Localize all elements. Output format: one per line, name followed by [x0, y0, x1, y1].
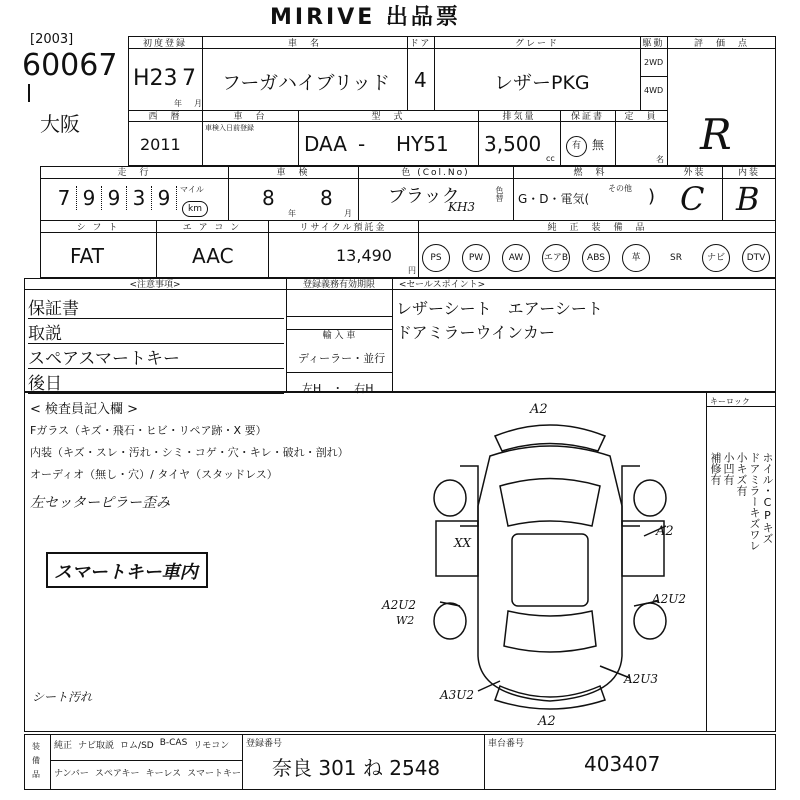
mileage-digit: 9 — [152, 186, 177, 210]
side-note: ホイル・CPキズ — [761, 452, 774, 544]
hdr-first-reg: 初度登録 — [142, 39, 187, 49]
hdr-inspector: < 検査員記入欄 > — [30, 402, 139, 417]
hdr-car-number: 車台番号 — [488, 739, 525, 749]
hdr-plate: 登録番号 — [246, 739, 283, 749]
mark-right-front: A2 — [656, 524, 674, 539]
equipment-item: 革 — [622, 244, 650, 272]
equipment-checkbox: B-CAS — [159, 738, 188, 748]
hdr-capacity: 定 員 — [624, 112, 658, 122]
hdr-color: 色 (Col.No) — [401, 168, 470, 178]
color-value: ブラック — [388, 186, 460, 207]
side-notes — [710, 452, 775, 551]
plate-value: 奈良 301 ね 2548 — [272, 756, 441, 780]
footer-row2 — [54, 766, 241, 779]
equipment-checkbox: キーレス — [145, 769, 182, 779]
hdr-keylock: キーロック — [710, 397, 750, 406]
mileage-digit: 9 — [77, 186, 102, 210]
sales-point: レザーシート エアーシート — [396, 299, 603, 318]
equipment-item: DTV — [742, 244, 770, 272]
score-value: R — [700, 110, 732, 159]
inspector-line: Fガラス（キズ・飛石・ヒビ・リペア跡・X 要） — [30, 424, 267, 437]
hdr-equipment: 純 正 装 備 品 — [547, 223, 647, 233]
fuel-label: 色替 — [495, 186, 504, 202]
hdr-western-year: 西 暦 — [148, 112, 182, 122]
equipment-checkbox: リモコン — [193, 741, 230, 751]
cc-label: cc — [546, 154, 555, 163]
car-roof — [512, 534, 588, 606]
equipment-item: ABS — [582, 244, 610, 272]
shaken-month: 8 — [320, 186, 333, 210]
car-name: フーガハイブリッド — [222, 72, 390, 94]
wheel-fl — [434, 480, 466, 516]
hdr-recycle: リサイクル預託金 — [299, 223, 387, 233]
stamp-mark — [28, 84, 30, 102]
side-note: 小キズ有 — [735, 452, 748, 496]
car-diagram — [400, 396, 710, 732]
hdr-shaken: 車 検 — [276, 168, 310, 178]
hdr-shift: シ フ ト — [76, 223, 120, 233]
dealer-hand: 左H ・ 右H — [302, 382, 374, 395]
note-item: 保証書 — [28, 294, 284, 319]
hdr-interior: 内装 — [737, 168, 760, 178]
hdr-score: 評 価 点 — [693, 39, 749, 49]
mark-xx: XX — [454, 536, 472, 550]
sales-list — [396, 296, 603, 344]
mark-rear-left: A3U2 — [440, 688, 475, 702]
reg-year-label: 年 — [174, 99, 182, 108]
displacement-value: 3,500 — [484, 132, 542, 156]
hdr-exterior: 外装 — [683, 168, 706, 178]
equipment-checkbox: ナンバー — [54, 769, 89, 779]
reg-month: 7 — [182, 66, 196, 91]
reg-month-label: 月 — [194, 99, 202, 108]
side-note: ドアミラーキズワレ — [748, 452, 761, 551]
hdr-fuel: 燃 料 — [573, 168, 607, 178]
warranty-yes: 有 — [566, 133, 587, 157]
equipment-checkbox: ロム/SD — [120, 741, 154, 751]
mileage-unit: km — [182, 196, 208, 217]
equipment-checkbox: スマートキー — [187, 769, 241, 779]
hdr-model-type: 型 式 — [371, 112, 405, 122]
drive-2wd: 2WD — [644, 58, 664, 67]
location: 大阪 — [40, 112, 80, 136]
note-item: スペアスマートキー — [28, 344, 284, 369]
hdr-import: 輸 入 車 — [322, 331, 356, 341]
color-code: KH3 — [448, 200, 476, 214]
mark-bottom: A2 — [538, 714, 556, 729]
hdr-drive: 駆動 — [642, 39, 665, 49]
interior-score: B — [736, 180, 760, 218]
western-year: 2011 — [140, 135, 181, 154]
hdr-displacement: 排気量 — [502, 112, 536, 122]
equipment-checkbox: 純正 — [54, 741, 73, 751]
fuel-close: ) — [648, 186, 656, 207]
sales-point: ドアミラーウインカー — [396, 323, 556, 342]
mark-rear-right: A2U3 — [624, 672, 659, 686]
warranty-no: 無 — [592, 138, 605, 152]
mileage-digit: 3 — [127, 186, 152, 210]
wheel-rr — [634, 603, 666, 639]
inspector-line: 内装（キズ・スレ・汚れ・シミ・コゲ・穴・キレ・破れ・剖れ） — [30, 446, 349, 459]
mark-top: A2 — [530, 402, 548, 417]
car-roof-top — [495, 425, 605, 451]
side-note: 小凹有 — [722, 452, 735, 485]
equipment-item: ナビ — [702, 244, 730, 272]
top-table — [128, 36, 776, 166]
hdr-aircon: エ ア コ ン — [182, 223, 242, 233]
shaken-nen: 年 — [288, 209, 296, 218]
drive-4wd: 4WD — [644, 86, 664, 95]
chassis-note: 車検入日前登録 — [205, 124, 254, 132]
note-item: 後日 — [28, 369, 284, 394]
car-windshield — [500, 479, 600, 527]
form-title: MIRIVE 出品票 — [270, 5, 461, 30]
exterior-score: C — [680, 180, 705, 218]
fender-fr — [622, 466, 640, 526]
recycle-value: 13,490 — [336, 246, 392, 265]
hdr-misc: 装 備 品 — [32, 742, 40, 779]
equipment-item: AW — [502, 244, 530, 272]
shaken-year: 8 — [262, 186, 275, 210]
side-note: 補修有 — [709, 452, 722, 485]
hdr-sales-points: <セールスポイント> — [398, 280, 486, 290]
hdr-notes: <注意事項> — [129, 280, 181, 290]
equipment-checkbox: スペアキー — [94, 769, 140, 779]
year-code: [2003] — [30, 32, 74, 47]
model-prefix: DAA — [304, 132, 347, 156]
inspector-lines — [30, 422, 349, 488]
car-body — [478, 446, 622, 701]
shift-value: FAT — [70, 244, 105, 268]
handwritten-bottom: シート汚れ — [32, 690, 93, 704]
hdr-registration-days: 登録義務有効期限 — [302, 280, 375, 290]
equipment-item: PS — [422, 244, 450, 272]
note-item: 取説 — [28, 319, 284, 344]
hdr-warranty: 保証書 — [570, 112, 604, 122]
equipment-item: PW — [462, 244, 490, 272]
mark-left-mid2: W2 — [396, 614, 415, 627]
equipment-item: エアB — [542, 244, 570, 272]
mark-left-mid: A2U2 — [382, 598, 417, 612]
mileage-unit-top: マイル — [180, 185, 204, 194]
car-rear-bumper — [495, 686, 605, 709]
equipment-item: SR — [670, 253, 682, 263]
equipment-row — [422, 244, 782, 272]
wheel-fr — [634, 480, 666, 516]
hdr-car-name: 車 名 — [287, 39, 321, 49]
mark-right-mid: A2U2 — [652, 592, 687, 606]
model-code: HY51 — [396, 132, 449, 156]
fuel-other: その他 — [608, 184, 632, 193]
recycle-yen: 円 — [408, 266, 416, 275]
mileage-digits — [52, 186, 177, 210]
shaken-tsuki: 月 — [344, 209, 352, 218]
keylock-frame — [706, 392, 776, 732]
notes-list — [28, 294, 284, 394]
handwritten-line1: 左セッターピラー歪み — [30, 495, 170, 511]
doors-value: 4 — [414, 68, 427, 92]
model-dash: - — [358, 132, 366, 156]
mileage-digit: 7 — [52, 186, 77, 210]
lot-number: 60067 — [22, 48, 118, 83]
inspector-line: オーディオ（無し・穴）/ タイヤ（スタッドレス） — [30, 468, 278, 481]
reg-era: H23 — [133, 66, 178, 91]
wheel-rl — [434, 603, 466, 639]
car-number-value: 403407 — [584, 752, 661, 776]
mileage-digit: 9 — [102, 186, 127, 210]
dealer-label: ディーラー・並行 — [298, 352, 386, 365]
footer-row1 — [54, 738, 229, 751]
fuel-options: G・D・電気( — [518, 192, 590, 206]
fender-fl — [460, 466, 478, 526]
capacity-unit: 名 — [656, 155, 664, 164]
hdr-grade: グレード — [514, 39, 559, 49]
grade-value: レザーPKG — [494, 72, 590, 94]
aircon-value: AAC — [192, 244, 234, 268]
hdr-doors: ドア — [409, 39, 432, 49]
car-rear-window — [504, 611, 596, 652]
equipment-checkbox: ナビ取説 — [78, 741, 115, 751]
hdr-mileage: 走 行 — [117, 168, 151, 178]
hdr-chassis-type: 車 台 — [233, 112, 267, 122]
handwritten-smart: スマートキー車内 — [54, 562, 198, 583]
